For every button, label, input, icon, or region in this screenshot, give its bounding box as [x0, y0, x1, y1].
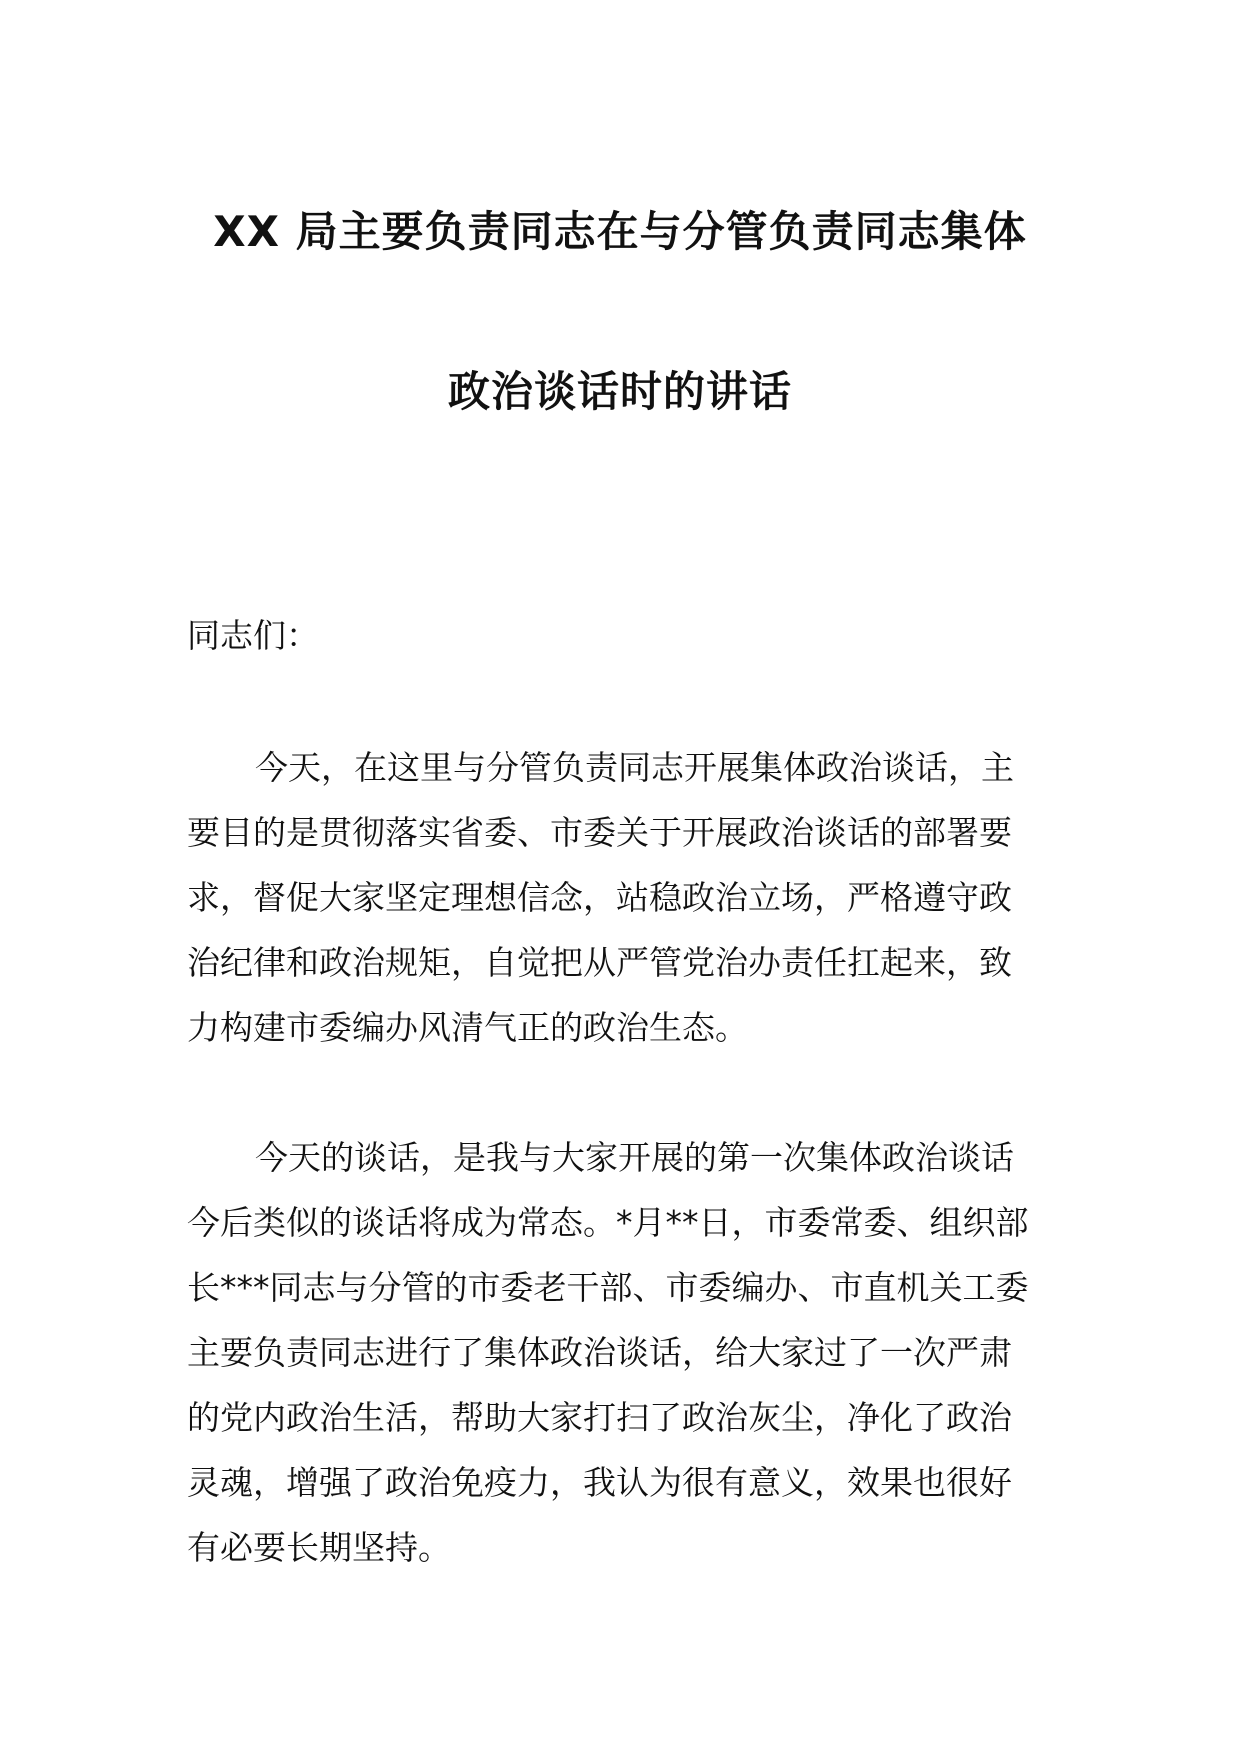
document-title-line-1: XX 局主要负责同志在与分管负责同志集体	[213, 207, 1027, 256]
paragraph-line: 灵魂，增强了政治免疫力，我认为很有意义，效果也很好	[187, 1463, 1012, 1502]
paragraph-line: 主要负责同志进行了集体政治谈话，给大家过了一次严肃	[187, 1333, 1012, 1372]
paragraph-line: 有必要长期坚持。	[187, 1528, 451, 1567]
salutation: 同志们：	[187, 616, 319, 655]
paragraph-line: 今天的谈话，是我与大家开展的第一次集体政治谈话	[255, 1138, 1014, 1177]
paragraph-line: 力构建市委编办风清气正的政治生态。	[187, 1008, 748, 1047]
paragraph-line: 治纪律和政治规矩，自觉把从严管党治办责任扛起来，致	[187, 943, 1012, 982]
paragraph-line: 今天，在这里与分管负责同志开展集体政治谈话，主	[255, 748, 1014, 787]
paragraph-1	[187, 735, 1057, 1060]
paragraph-line: 长***同志与分管的市委老干部、市委编办、市直机关工委	[187, 1268, 1029, 1307]
paragraph-line: 今后类似的谈话将成为常态。*月**日，市委常委、组织部	[187, 1203, 1029, 1242]
paragraph-line: 的党内政治生活，帮助大家打扫了政治灰尘，净化了政治	[187, 1398, 1012, 1437]
paragraph-2	[187, 1125, 1057, 1580]
document-title-line-2: 政治谈话时的讲话	[447, 367, 792, 416]
paragraph-line: 要目的是贯彻落实省委、市委关于开展政治谈话的部署要	[187, 813, 1012, 852]
paragraph-line: 求，督促大家坚定理想信念，站稳政治立场，严格遵守政	[187, 878, 1012, 917]
